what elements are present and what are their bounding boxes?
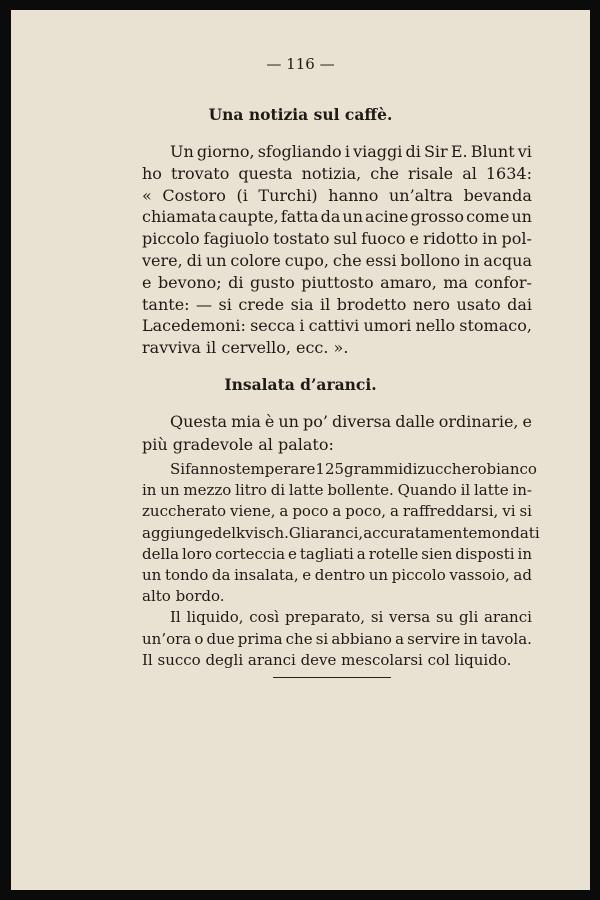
text-line: un’ora o due prima che si abbiano a servire in tavola.	[142, 629, 532, 648]
end-rule	[273, 677, 391, 678]
text-line: alto bordo.	[142, 587, 225, 606]
paragraph-insalata-recipe	[142, 459, 540, 671]
text-line: Si fanno stemperare 125 grammi di zucchero bianco	[170, 460, 537, 478]
text-line: « Costoro (i Turchi) hanno un’altra bevanda	[142, 185, 532, 205]
text-line: aggiunge del kvisch. Gli aranci, accuratamente mondati	[142, 523, 540, 542]
text-line: Il liquido, così preparato, si versa su gli aranci	[170, 608, 532, 627]
text-line: più gradevole al palato:	[142, 434, 334, 454]
text-line: ho trovato questa notizia, che risale al 1634:	[142, 163, 532, 183]
text-line: piccolo fagiuolo tostato sul fuoco e ridotto in pol-	[142, 229, 532, 249]
text-line: e bevono; di gusto piuttosto amaro, ma confor-	[142, 272, 532, 292]
text-line: in un mezzo litro di latte bollente. Quando il latte in-	[142, 481, 532, 500]
book-page	[11, 10, 590, 890]
text-line: vere, di un colore cupo, che essi bollono in acqua	[142, 250, 532, 270]
text-line: Questa mia è un po’ diversa dalle ordinarie, e	[170, 412, 532, 431]
section-title-insalata: Insalata d’aranci.	[224, 375, 377, 394]
text-line: zuccherato viene, a poco a poco, a raffreddarsi, vi si	[142, 502, 532, 521]
paragraph-insalata-intro	[142, 411, 532, 456]
section-title-caffe: Una notizia sul caffè.	[208, 105, 393, 124]
text-line: ravviva il cervello, ecc. ».	[142, 338, 349, 358]
text-line: un tondo da insalata, e dentro un piccolo vassoio, ad	[142, 566, 532, 585]
text-line: Un giorno, sfogliando i viaggi di Sir E. Blunt vi	[170, 142, 532, 161]
text-line: Il succo degli aranci deve mescolarsi col liquido.	[142, 650, 512, 669]
text-line: tante: — si crede sia il brodetto nero usato dai	[142, 294, 532, 314]
text-line: Lacedemoni: secca i cattivi umori nello stomaco,	[142, 316, 532, 336]
paragraph-caffe	[142, 141, 532, 359]
text-line: chiamata caupte, fatta da un acine grosso come un	[142, 207, 532, 227]
text-line: della loro corteccia e tagliati a rotelle sien disposti in	[142, 544, 532, 563]
page-number: — 116 —	[266, 55, 335, 73]
